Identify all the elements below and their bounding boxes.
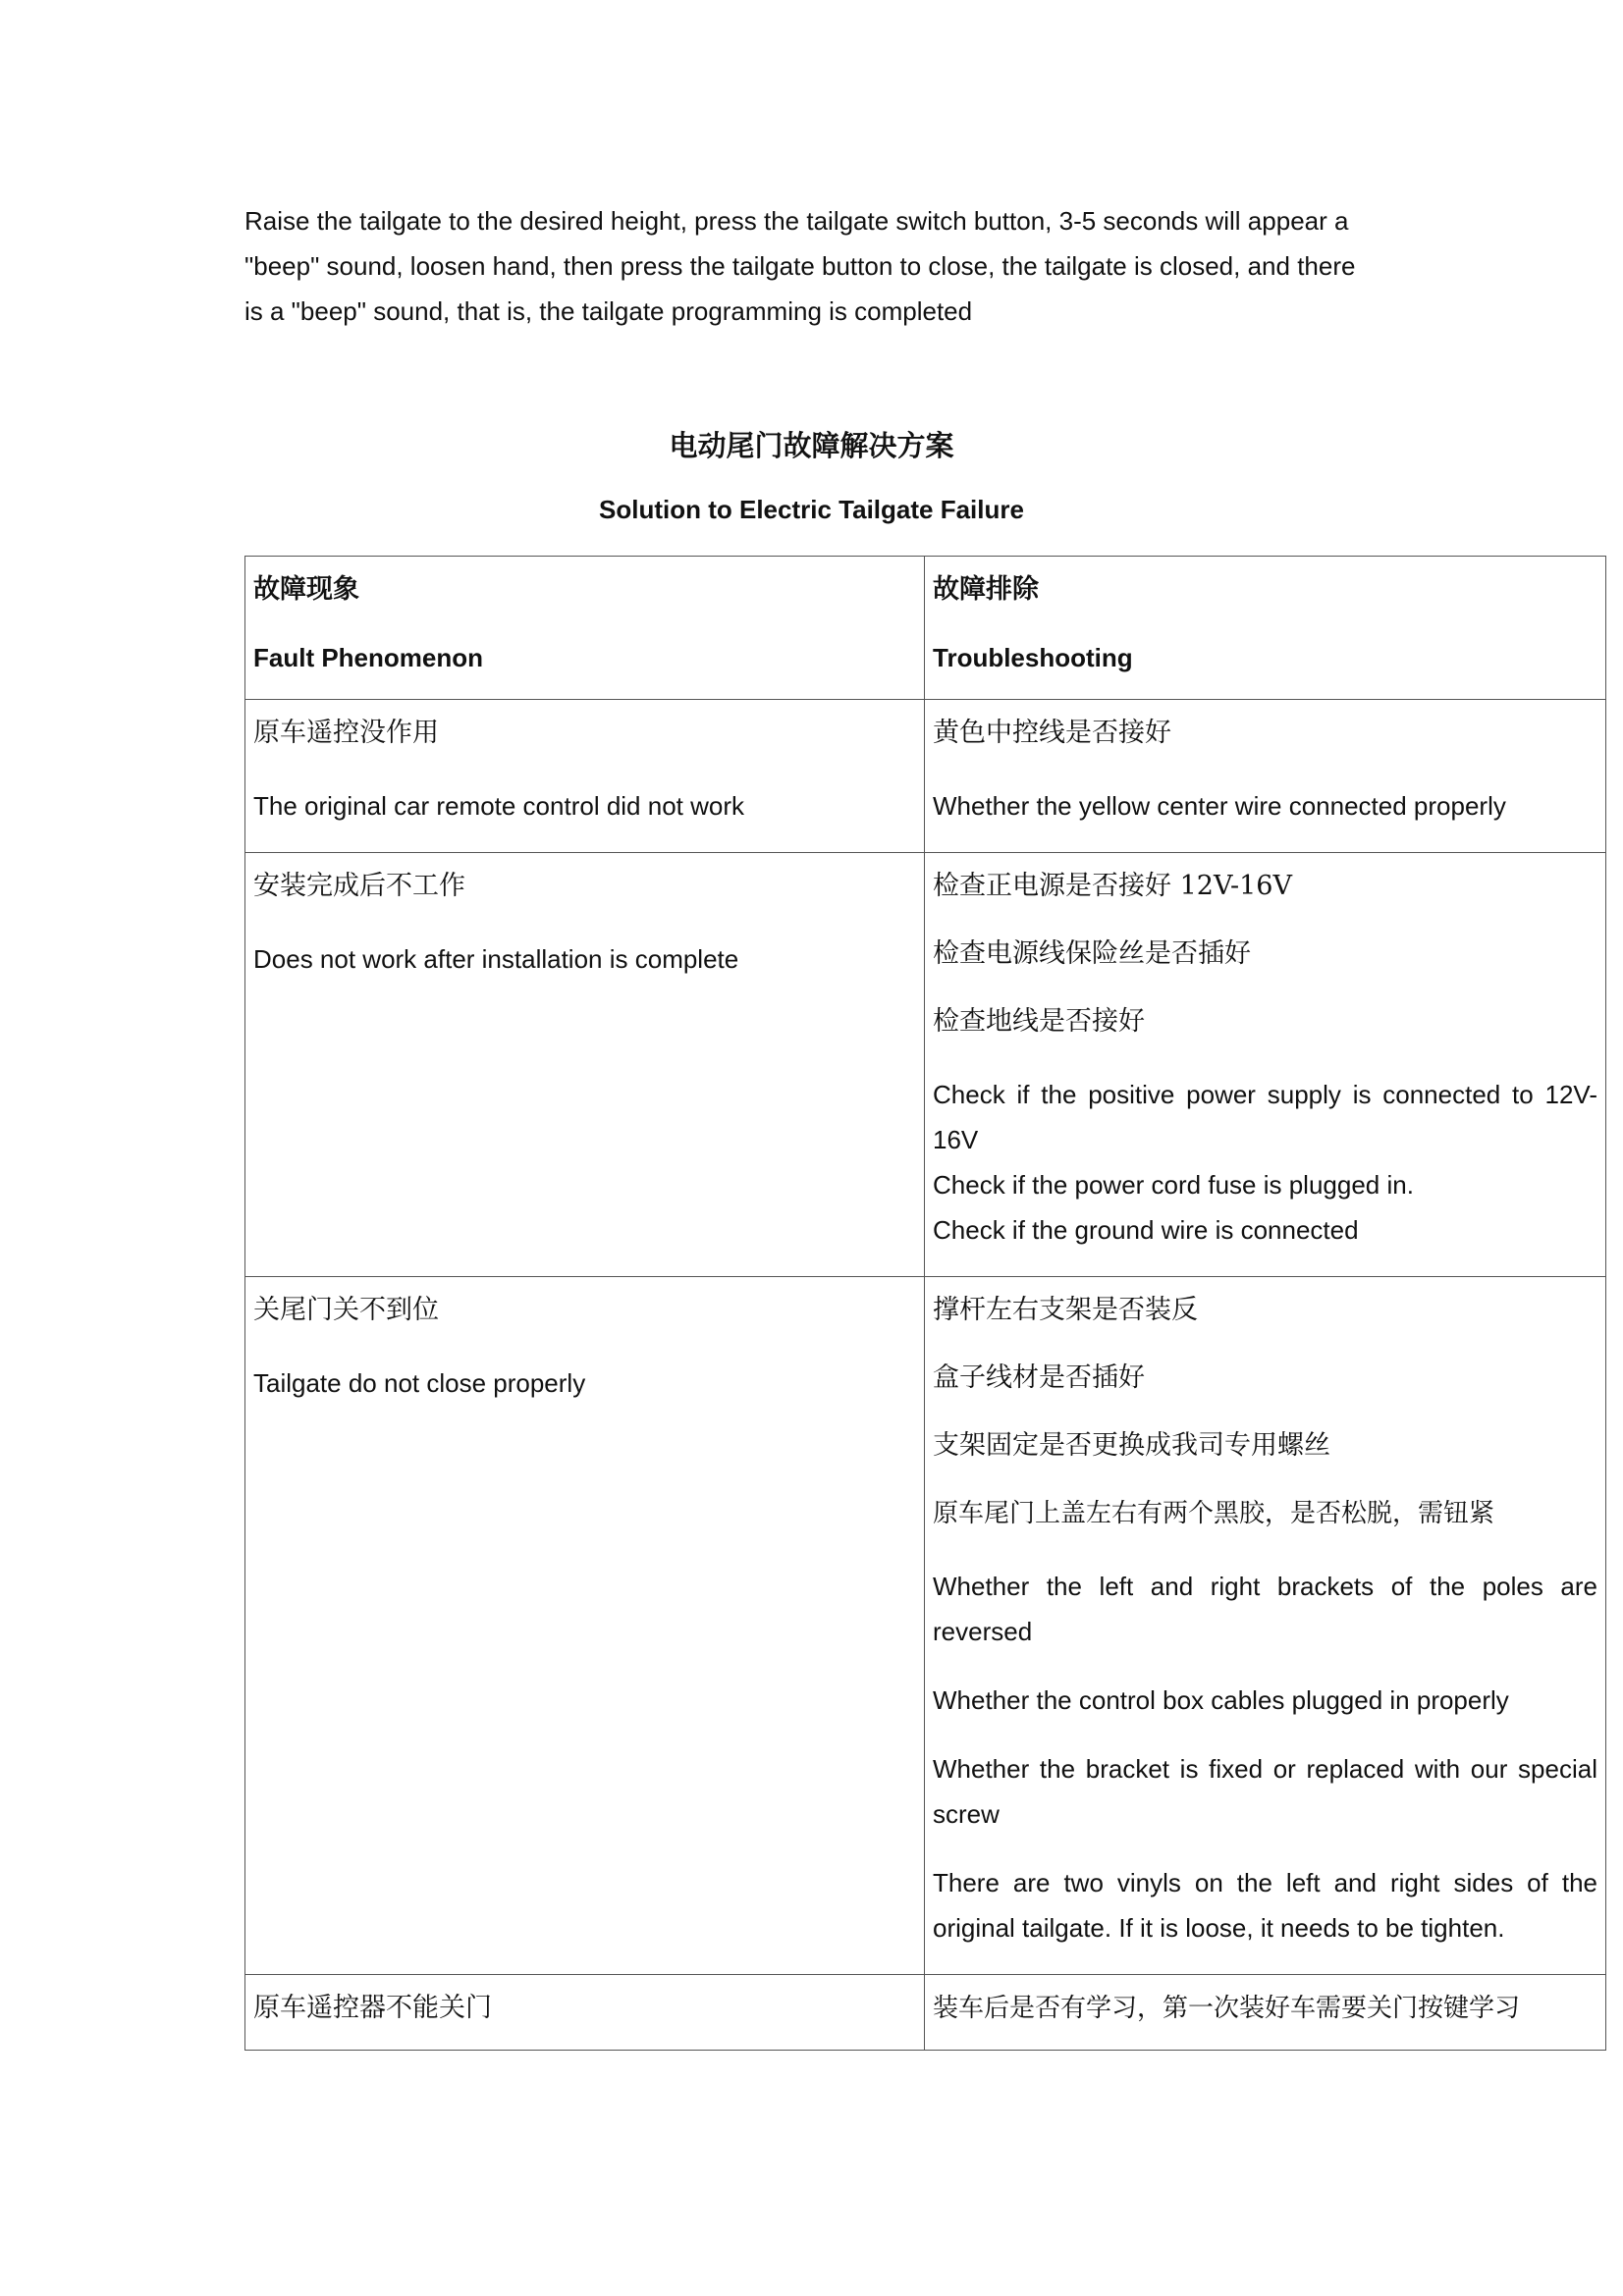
fix-cell xyxy=(925,1277,1606,1975)
fix-cn: 检查地线是否接好 xyxy=(933,1006,1145,1037)
fix-cell xyxy=(925,1975,1606,2051)
fault-en: Does not work after installation is complete xyxy=(253,944,739,974)
fix-en: Check if the positive power supply is connected to 12V-16V xyxy=(933,1080,1597,1154)
fix-en: Whether the left and right brackets of the poles are reversed xyxy=(933,1572,1597,1646)
header-fault-en: Fault Phenomenon xyxy=(253,643,483,672)
fix-cn: 黄色中控线是否接好 xyxy=(933,718,1171,748)
fault-cn: 关尾门关不到位 xyxy=(253,1295,439,1325)
fix-cn: 支架固定是否更换成我司专用螺丝 xyxy=(933,1430,1330,1461)
fault-cell xyxy=(245,700,925,853)
page-title-en: Solution to Electric Tailgate Failure xyxy=(599,495,1024,524)
fix-cn: 盒子线材是否插好 xyxy=(933,1362,1145,1393)
fix-en: Check if the ground wire is connected xyxy=(933,1215,1359,1245)
header-fix-en: Troubleshooting xyxy=(933,643,1133,672)
fix-cn: 检查正电源是否接好 12V-16V xyxy=(933,871,1292,901)
fault-cn: 安装完成后不工作 xyxy=(253,871,465,901)
fault-cell xyxy=(245,853,925,1277)
fix-en: Whether the control box cables plugged in properly xyxy=(933,1685,1509,1715)
fix-cn: 检查电源线保险丝是否插好 xyxy=(933,938,1251,969)
fix-en: Whether the yellow center wire connected properly xyxy=(933,791,1506,821)
fault-cn: 原车遥控没作用 xyxy=(253,718,439,748)
fault-cell xyxy=(245,1277,925,1975)
header-fix-cn: 故障排除 xyxy=(933,574,1039,605)
fix-cn: 撑杆左右支架是否装反 xyxy=(933,1295,1198,1325)
fault-en: Tailgate do not close properly xyxy=(253,1368,586,1398)
fix-en: Check if the power cord fuse is plugged in. xyxy=(933,1170,1414,1200)
fault-cell xyxy=(245,1975,925,2051)
fault-en: The original car remote control did not work xyxy=(253,791,745,821)
table-row xyxy=(245,853,1606,1277)
intro-paragraph: Raise the tailgate to the desired height, press the tailgate switch button, 3-5 seconds will appear a "beep" sound, loosen hand, then press the tailgate button to close, the tailgate is closed, and there is a "beep" sound, that is, the tailgate programming is completed xyxy=(244,206,1356,326)
fix-en: There are two vinyls on the left and right sides of the original tailgate. If it is loose, it needs to be tighten. xyxy=(933,1868,1597,1943)
fault-table xyxy=(244,556,1606,2051)
fault-cn: 原车遥控器不能关门 xyxy=(253,1993,492,2023)
page-title-cn: 电动尾门故障解决方案 xyxy=(669,429,954,462)
table-row xyxy=(245,1975,1606,2051)
header-fix-cell xyxy=(925,557,1606,700)
header-fault-cn: 故障现象 xyxy=(253,574,359,605)
table-row xyxy=(245,700,1606,853)
fix-en: Whether the bracket is fixed or replaced with our special screw xyxy=(933,1754,1597,1829)
fix-cell xyxy=(925,700,1606,853)
table-row xyxy=(245,1277,1606,1975)
fix-cn: 装车后是否有学习，第一次装好车需要关门按键学习 xyxy=(933,1994,1521,2023)
header-fault-cell xyxy=(245,557,925,700)
fix-cell xyxy=(925,853,1606,1277)
table-header-row xyxy=(245,557,1606,700)
fix-cn: 原车尾门上盖左右有两个黑胶，是否松脱，需钮紧 xyxy=(933,1499,1495,1528)
